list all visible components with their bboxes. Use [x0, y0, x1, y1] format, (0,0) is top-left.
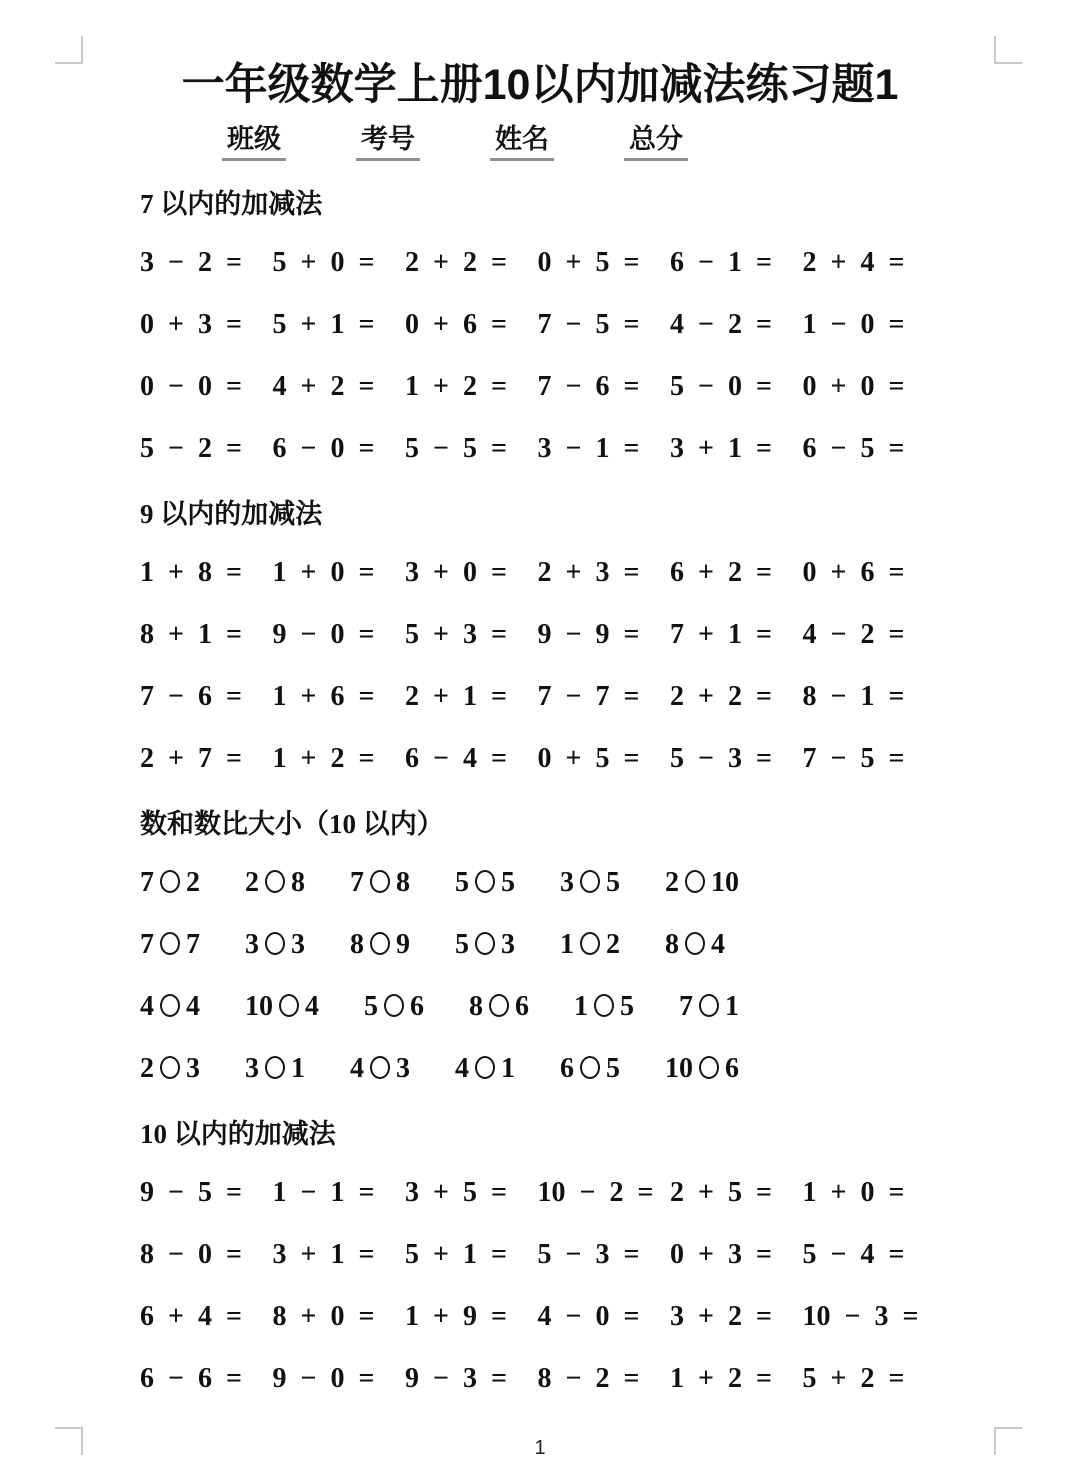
compare-left-number: 7: [140, 867, 154, 898]
class-field-label: 班级: [222, 124, 286, 161]
arithmetic-problem: 1 + 0 =: [802, 1177, 905, 1208]
arithmetic-problem: 6 − 5 =: [802, 433, 905, 464]
compare-problem: [665, 929, 725, 961]
compare-left-number: 2: [665, 867, 679, 898]
compare-circle-icon: [475, 870, 495, 893]
compare-problem: [245, 991, 319, 1023]
total-score-field-label: 总分: [624, 124, 688, 161]
arithmetic-problem: 5 − 2 =: [140, 433, 242, 464]
arithmetic-problem: 6 − 4 =: [405, 743, 507, 774]
compare-left-number: 5: [455, 929, 469, 960]
compare-right-number: 2: [606, 929, 620, 960]
compare-right-number: 4: [186, 991, 200, 1022]
name-field-label: 姓名: [490, 124, 554, 161]
problem-row: [140, 232, 1080, 294]
compare-problem: [350, 929, 410, 961]
arithmetic-problem: 5 − 3 =: [670, 743, 772, 774]
problem-row: [140, 294, 1080, 356]
compare-circle-icon: [475, 1056, 495, 1079]
compare-right-number: 1: [725, 991, 739, 1022]
compare-problem: [679, 991, 739, 1023]
compare-problem: [455, 1053, 515, 1085]
compare-circle-icon: [370, 870, 390, 893]
problem-row: [140, 418, 1080, 480]
compare-left-number: 6: [560, 1053, 574, 1084]
arithmetic-problem: 2 + 4 =: [802, 247, 905, 278]
arithmetic-problem: 3 − 2 =: [140, 247, 242, 278]
page-number: 1: [534, 1437, 546, 1459]
arithmetic-problem: 4 − 0 =: [537, 1301, 640, 1332]
crop-mark-top-left-icon: [55, 36, 83, 64]
arithmetic-problem: 0 + 5 =: [537, 743, 640, 774]
arithmetic-problem: 0 + 3 =: [670, 1239, 772, 1270]
section-within-10: [140, 1100, 1080, 1410]
arithmetic-problem: 2 + 3 =: [537, 557, 640, 588]
arithmetic-problem: 6 − 1 =: [670, 247, 772, 278]
compare-circle-icon: [160, 1056, 180, 1079]
crop-mark-top-right-icon: [994, 36, 1022, 64]
arithmetic-problem: 0 + 3 =: [140, 309, 242, 340]
compare-problem: [560, 929, 620, 961]
compare-left-number: 5: [455, 867, 469, 898]
arithmetic-problem: 5 + 1 =: [272, 309, 375, 340]
arithmetic-problem: 6 + 4 =: [140, 1301, 242, 1332]
arithmetic-problem: 1 + 8 =: [140, 557, 242, 588]
arithmetic-problem: 10 − 2 =: [537, 1177, 654, 1208]
arithmetic-problem: 9 − 0 =: [272, 1363, 375, 1394]
compare-left-number: 4: [350, 1053, 364, 1084]
arithmetic-problem: 5 − 3 =: [537, 1239, 640, 1270]
arithmetic-problem: 3 + 1 =: [670, 433, 772, 464]
arithmetic-problem: 7 − 5 =: [537, 309, 640, 340]
arithmetic-problem: 8 − 1 =: [802, 681, 905, 712]
arithmetic-problem: 9 − 3 =: [405, 1363, 507, 1394]
arithmetic-problem: 3 + 5 =: [405, 1177, 507, 1208]
compare-circle-icon: [370, 932, 390, 955]
compare-right-number: 3: [396, 1053, 410, 1084]
compare-right-number: 3: [186, 1053, 200, 1084]
arithmetic-problem: 7 − 6 =: [537, 371, 640, 402]
arithmetic-problem: 1 + 2 =: [670, 1363, 772, 1394]
compare-left-number: 4: [455, 1053, 469, 1084]
arithmetic-problem: 1 + 2 =: [405, 371, 507, 402]
section-heading: 10 以内的加减法: [140, 1118, 336, 1149]
arithmetic-problem: 1 + 6 =: [272, 681, 375, 712]
arithmetic-problem: 3 + 2 =: [670, 1301, 772, 1332]
compare-left-number: 8: [350, 929, 364, 960]
arithmetic-problem: 8 − 0 =: [140, 1239, 242, 1270]
compare-right-number: 1: [501, 1053, 515, 1084]
compare-right-number: 1: [291, 1053, 305, 1084]
compare-right-number: 4: [711, 929, 725, 960]
arithmetic-problem: 5 + 3 =: [405, 619, 507, 650]
arithmetic-problem: 0 − 0 =: [140, 371, 242, 402]
compare-right-number: 6: [410, 991, 424, 1022]
arithmetic-problem: 5 + 0 =: [272, 247, 375, 278]
problem-row: [140, 604, 1080, 666]
compare-problem: [140, 867, 200, 899]
arithmetic-problem: 7 − 7 =: [537, 681, 640, 712]
arithmetic-problem: 8 − 2 =: [537, 1363, 640, 1394]
compare-circle-icon: [265, 870, 285, 893]
arithmetic-problem: 1 − 1 =: [272, 1177, 375, 1208]
arithmetic-problem: 3 + 0 =: [405, 557, 507, 588]
compare-left-number: 2: [140, 1053, 154, 1084]
problem-row: [140, 1286, 1080, 1348]
compare-circle-icon: [475, 932, 495, 955]
compare-circle-icon: [160, 870, 180, 893]
compare-circle-icon: [384, 994, 404, 1017]
compare-problem: [245, 929, 305, 961]
compare-right-number: 7: [186, 929, 200, 960]
compare-left-number: 3: [560, 867, 574, 898]
arithmetic-problem: 9 − 5 =: [140, 1177, 242, 1208]
section-within-7: [140, 170, 1080, 480]
arithmetic-problem: 0 + 5 =: [537, 247, 640, 278]
arithmetic-problem: 5 − 0 =: [670, 371, 772, 402]
compare-right-number: 10: [711, 867, 739, 898]
arithmetic-problem: 0 + 6 =: [405, 309, 507, 340]
compare-circle-icon: [699, 1056, 719, 1079]
arithmetic-problem: 4 − 2 =: [802, 619, 905, 650]
compare-right-number: 9: [396, 929, 410, 960]
compare-problem: [665, 1053, 739, 1085]
arithmetic-problem: 2 + 5 =: [670, 1177, 772, 1208]
problem-row: [140, 852, 1080, 914]
problem-row: [140, 666, 1080, 728]
compare-left-number: 5: [364, 991, 378, 1022]
compare-left-number: 8: [665, 929, 679, 960]
arithmetic-problem: 5 − 5 =: [405, 433, 507, 464]
problem-row: [140, 914, 1080, 976]
compare-problem: [455, 929, 515, 961]
section-heading: 9 以内的加减法: [140, 498, 323, 529]
compare-problem: [140, 991, 200, 1023]
arithmetic-problem: 7 + 1 =: [670, 619, 772, 650]
compare-left-number: 2: [245, 867, 259, 898]
problem-row: [140, 976, 1080, 1038]
problem-row: [140, 542, 1080, 604]
compare-left-number: 10: [665, 1053, 693, 1084]
arithmetic-problem: 6 − 6 =: [140, 1363, 242, 1394]
arithmetic-problem: 1 + 2 =: [272, 743, 375, 774]
compare-problem: [350, 1053, 410, 1085]
compare-right-number: 6: [515, 991, 529, 1022]
worksheet-body: [140, 170, 1080, 1410]
compare-circle-icon: [279, 994, 299, 1017]
arithmetic-problem: 0 + 0 =: [802, 371, 905, 402]
arithmetic-problem: 3 − 1 =: [537, 433, 640, 464]
compare-circle-icon: [685, 932, 705, 955]
compare-circle-icon: [265, 1056, 285, 1079]
compare-problem: [245, 1053, 305, 1085]
exam-number-field-label: 考号: [356, 124, 420, 161]
compare-left-number: 7: [350, 867, 364, 898]
arithmetic-problem: 10 − 3 =: [802, 1301, 919, 1332]
compare-right-number: 8: [291, 867, 305, 898]
arithmetic-problem: 9 − 9 =: [537, 619, 640, 650]
compare-left-number: 8: [469, 991, 483, 1022]
compare-circle-icon: [594, 994, 614, 1017]
arithmetic-problem: 5 + 2 =: [802, 1363, 905, 1394]
arithmetic-problem: 1 + 9 =: [405, 1301, 507, 1332]
section-heading: 数和数比大小（10 以内）: [140, 808, 444, 839]
compare-left-number: 10: [245, 991, 273, 1022]
compare-circle-icon: [580, 870, 600, 893]
compare-left-number: 7: [140, 929, 154, 960]
compare-circle-icon: [699, 994, 719, 1017]
compare-right-number: 8: [396, 867, 410, 898]
compare-right-number: 5: [606, 1053, 620, 1084]
problem-row: [140, 356, 1080, 418]
compare-circle-icon: [160, 994, 180, 1017]
section-compare-within-10: [140, 790, 1080, 1100]
arithmetic-problem: 7 − 5 =: [802, 743, 905, 774]
compare-right-number: 2: [186, 867, 200, 898]
compare-left-number: 1: [560, 929, 574, 960]
section-heading: 7 以内的加减法: [140, 188, 323, 219]
arithmetic-problem: 8 + 0 =: [272, 1301, 375, 1332]
compare-circle-icon: [489, 994, 509, 1017]
compare-problem: [560, 867, 620, 899]
compare-left-number: 3: [245, 1053, 259, 1084]
problem-row: [140, 1348, 1080, 1410]
arithmetic-problem: 5 + 1 =: [405, 1239, 507, 1270]
student-info-header: [222, 124, 1080, 161]
problem-row: [140, 1038, 1080, 1100]
arithmetic-problem: 8 + 1 =: [140, 619, 242, 650]
compare-circle-icon: [265, 932, 285, 955]
worksheet-title: 一年级数学上册10以内加减法练习题1: [181, 61, 899, 109]
compare-problem: [455, 867, 515, 899]
arithmetic-problem: 2 + 7 =: [140, 743, 242, 774]
arithmetic-problem: 4 − 2 =: [670, 309, 772, 340]
compare-left-number: 4: [140, 991, 154, 1022]
compare-right-number: 6: [725, 1053, 739, 1084]
compare-left-number: 7: [679, 991, 693, 1022]
compare-problem: [574, 991, 634, 1023]
compare-right-number: 5: [501, 867, 515, 898]
compare-circle-icon: [580, 1056, 600, 1079]
problem-row: [140, 1224, 1080, 1286]
compare-circle-icon: [370, 1056, 390, 1079]
arithmetic-problem: 0 + 6 =: [802, 557, 905, 588]
arithmetic-problem: 2 + 1 =: [405, 681, 507, 712]
compare-problem: [140, 1053, 200, 1085]
compare-problem: [364, 991, 424, 1023]
arithmetic-problem: 9 − 0 =: [272, 619, 375, 650]
arithmetic-problem: 4 + 2 =: [272, 371, 375, 402]
compare-problem: [140, 929, 200, 961]
arithmetic-problem: 5 − 4 =: [802, 1239, 905, 1270]
arithmetic-problem: 6 + 2 =: [670, 557, 772, 588]
compare-problem: [245, 867, 305, 899]
compare-left-number: 3: [245, 929, 259, 960]
compare-circle-icon: [580, 932, 600, 955]
compare-problem: [350, 867, 410, 899]
section-within-9: [140, 480, 1080, 790]
compare-right-number: 5: [606, 867, 620, 898]
arithmetic-problem: 7 − 6 =: [140, 681, 242, 712]
compare-right-number: 3: [291, 929, 305, 960]
arithmetic-problem: 1 + 0 =: [272, 557, 375, 588]
problem-row: [140, 728, 1080, 790]
arithmetic-problem: 1 − 0 =: [802, 309, 905, 340]
arithmetic-problem: 6 − 0 =: [272, 433, 375, 464]
compare-problem: [665, 867, 739, 899]
arithmetic-problem: 2 + 2 =: [670, 681, 772, 712]
compare-left-number: 1: [574, 991, 588, 1022]
compare-right-number: 5: [620, 991, 634, 1022]
compare-circle-icon: [685, 870, 705, 893]
compare-circle-icon: [160, 932, 180, 955]
arithmetic-problem: 3 + 1 =: [272, 1239, 375, 1270]
problem-row: [140, 1162, 1080, 1224]
compare-problem: [560, 1053, 620, 1085]
compare-right-number: 4: [305, 991, 319, 1022]
compare-problem: [469, 991, 529, 1023]
arithmetic-problem: 2 + 2 =: [405, 247, 507, 278]
compare-right-number: 3: [501, 929, 515, 960]
